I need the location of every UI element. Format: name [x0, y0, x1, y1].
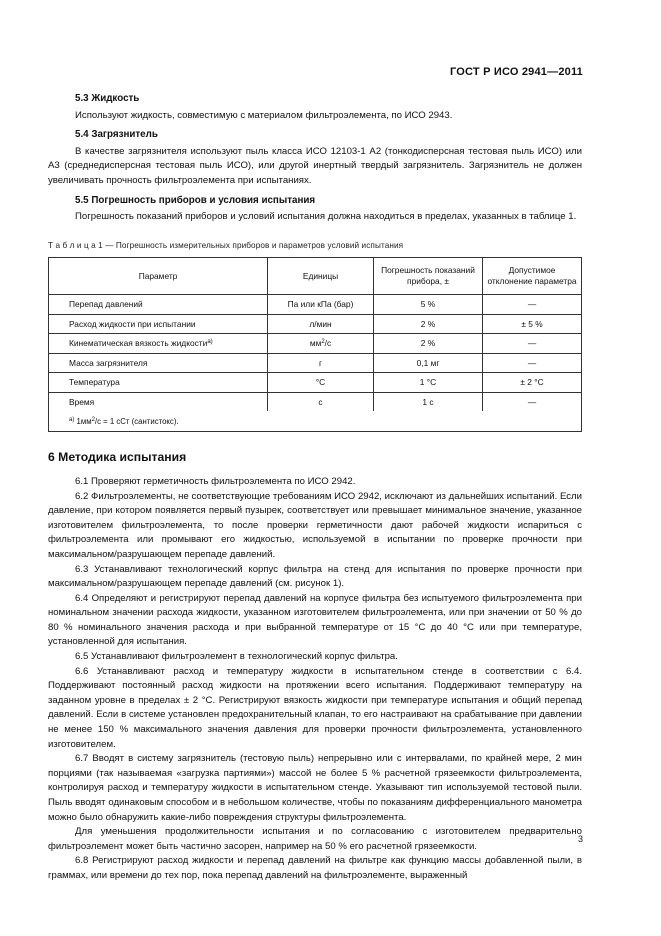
- table-cell: ± 2 °С: [483, 373, 582, 393]
- paragraph-6-6: 6.6 Устанавливают расход и температуру жидкости в испытательном стенде в соответствии с 6.4. Поддерживают постоянный расход жидкости на протяжении всего испытания. Поддерживают температуру на заданном уровне в пределах ± 2 °С. Регистрируют вязкость жидкости при температуре испытания и общий перепад давлений. Если в системе установлен предохранительный клапан, то его настраивают на срабатывание при давлении не менее 150 % максимального значения давления для проверки прочности фильтроэлемента, установленного изготовителем.: [48, 665, 582, 750]
- table-cell: Расход жидкости при испытании: [49, 314, 268, 334]
- unit-suffix: /с: [324, 338, 332, 349]
- footnote-text-a: 1мм: [76, 416, 92, 426]
- paragraph-6-8: 6.8 Регистрируют расход жидкости и перепад давлений на фильтре как функцию массы добавленной пыли, в граммах, или времени до тех пор, пока перепад давлений на фильтроэлементе, выраженный: [48, 855, 582, 881]
- table-cell: ± 5 %: [483, 314, 582, 334]
- section-5-3-text: Используют жидкость, совместимую с материалом фильтроэлемента, по ИСО 2943.: [75, 109, 453, 121]
- paragraph-6-1: 6.1 Проверяют герметичность фильтроэлемента по ИСО 2942.: [75, 475, 356, 487]
- paragraph-6-7-note: Для уменьшения продолжительности испытания и по согласованию с изготовителем предварительно фильтроэлемент может быть частично засорен, например на 50 % его расчетной грязеемкости.: [48, 826, 582, 852]
- table-cell: [49, 334, 268, 354]
- table-footnote-row: [49, 411, 582, 432]
- table-header-cell: Допустимое отклонение параметра: [483, 258, 582, 295]
- table-cell: —: [483, 334, 582, 354]
- table-cell: —: [483, 295, 582, 315]
- table-row: [49, 353, 582, 373]
- table-row: [49, 373, 582, 393]
- table-cell: 1 °С: [374, 373, 483, 393]
- table-cell: Па или кПа (бар): [268, 295, 374, 315]
- table-cell: —: [483, 392, 582, 411]
- footnote-marker: а): [207, 339, 213, 346]
- section-5-5-title: 5.5 Погрешность приборов и условия испытания: [75, 194, 316, 206]
- table-header-cell: Единицы: [268, 258, 374, 295]
- table-cell: Время: [49, 392, 268, 411]
- table-cell: л/мин: [268, 314, 374, 334]
- paragraph-6-3: 6.3 Устанавливают технологический корпус фильтра на стенд для испытания по проверке прочности при максимальном/разрушающем перепаде давлений (см. рисунок 1).: [48, 563, 582, 590]
- table-footnote: [49, 411, 582, 432]
- table-row: [49, 334, 582, 354]
- section-6-title: 6 Методика испытания: [48, 450, 187, 465]
- table-cell-text: Кинематическая вязкость жидкости: [69, 338, 208, 349]
- table-1: [48, 257, 582, 432]
- page-number: 3: [577, 834, 583, 844]
- table-cell: —: [483, 353, 582, 373]
- table-cell: г: [268, 353, 374, 373]
- table-cell: 2 %: [374, 314, 483, 334]
- table-header-row: [49, 258, 582, 295]
- document-code: ГОСТ Р ИСО 2941—2011: [449, 66, 583, 78]
- table-row: [49, 295, 582, 315]
- section-5-5-text: Погрешность показаний приборов и условий испытания должна находиться в пределах, указанных в таблице 1.: [75, 211, 577, 223]
- table-cell: Масса загрязнителя: [49, 353, 268, 373]
- table-cell: 2 %: [374, 334, 483, 354]
- paragraph-6-7: 6.7 Вводят в систему загрязнитель (тестовую пыль) непрерывно или с интервалами, по крайней мере, 2 мин порциями (так называемая «загрузка партиями») массой не более 5 % расчетной грязеемкости фильтроэлемента, контролируя расход и температуру жидкости в испытательном стенде. Указывают тип используемой тестовой пыли. Пыль вводят одинаковым способом и в небольшом количестве, чтобы по показаниям дифференциального манометра можно было обнаружить какие-либо повреждения структуры фильтроэлемента.: [48, 753, 582, 823]
- table-cell: Температура: [49, 373, 268, 393]
- table-cell: Перепад давлений: [49, 295, 268, 315]
- section-5-4-text: В качестве загрязнителя используют пыль класса ИСО 12103-1 A2 (тонкодисперсная тестовая пыль ИСО) или A3 (среднедисперсная тестовая пыль ИСО), или другой инертный твердый загрязнитель. Загрязнитель не должен увеличивать прочность фильтроэлемента при испытаниях.: [48, 145, 582, 186]
- table-cell: с: [268, 392, 374, 411]
- table-cell: 1 с: [374, 392, 483, 411]
- footnote-text-b: /с = 1 сСт (сантистокс).: [94, 416, 179, 426]
- table-row: [49, 314, 582, 334]
- table-row: [49, 392, 582, 411]
- table-cell: [268, 334, 374, 354]
- table-cell: °С: [268, 373, 374, 393]
- unit-base: мм: [309, 338, 322, 349]
- section-5-3-title: 5.3 Жидкость: [75, 93, 140, 104]
- footnote-marker: а): [69, 416, 75, 423]
- table-cell: 0,1 мг: [374, 353, 483, 373]
- paragraph-6-5: 6.5 Устанавливают фильтроэлемент в технологический корпус фильтра.: [75, 651, 398, 663]
- paragraph-6-2: 6.2 Фильтроэлементы, не соответствующие требованиям ИСО 2942, исключают из дальнейших испытаний. Если давление, при котором появляется первый пузырек, соответствует или превышает минимальное значение, указанное изготовителем фильтроэлемента, то после проверки герметичности дают рабочей жидкости испариться с фильтроэлемента или промывают его жидкостью, используемой в испытании по проверке прочности при максимальном/разрушающем перепаде давлений.: [48, 490, 582, 560]
- table-cell: 5 %: [374, 295, 483, 315]
- paragraph-6-4: 6.4 Определяют и регистрируют перепад давлений на корпусе фильтра без испытуемого фильтроэлемента при номинальном значении расхода жидкости, указанном изготовителем фильтроэлемента, или при значении от 50 % до 80 % номинального значения расхода и при выбранной температуре от 15 °С до 40 °С или при температуре, установленной для испытания.: [48, 592, 582, 648]
- page-content: [48, 92, 582, 884]
- table-1-caption: Т а б л и ц а 1 — Погрешность измерительных приборов и параметров условий испытания: [48, 240, 404, 250]
- table-header-cell: Параметр: [49, 258, 268, 295]
- table-header-cell: Погрешность показаний прибора, ±: [374, 258, 483, 295]
- section-5-4-title: 5.4 Загрязнитель: [75, 129, 158, 141]
- unit-exponent: 2: [321, 339, 325, 346]
- footnote-exponent: 2: [91, 416, 95, 423]
